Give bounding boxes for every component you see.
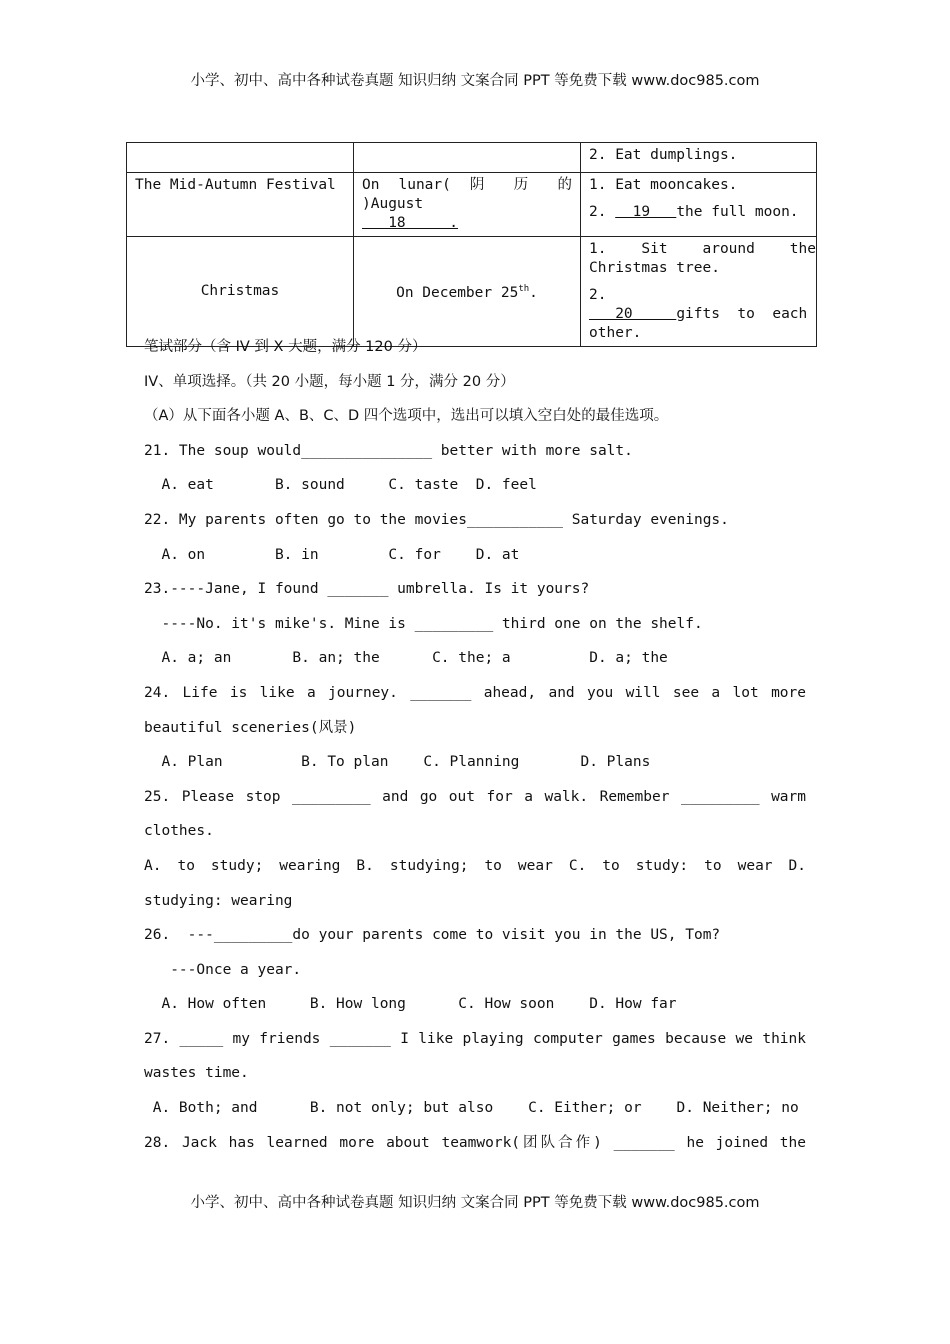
festival-table bbox=[126, 142, 817, 347]
page-footer-banner: 小学、初中、高中各种试卷真题 知识归纳 文案合同 PPT 等免费下载 www.doc985.com bbox=[190, 1195, 760, 1211]
festival-activities-cell bbox=[581, 173, 817, 237]
table-cell bbox=[354, 143, 581, 173]
table-row bbox=[127, 143, 817, 173]
activity-text: other. bbox=[589, 325, 642, 341]
question-21: 21. The soup would_______________ better with more salt. bbox=[144, 442, 633, 459]
date-suffix: th bbox=[518, 284, 530, 295]
activity-text: Christmas tree. bbox=[589, 260, 720, 276]
activity-text: 1. Sit around the bbox=[589, 241, 816, 257]
festival-date-cell bbox=[354, 173, 581, 237]
question-24-cont: beautiful sceneries(风景) bbox=[144, 719, 357, 736]
question-28: 28. Jack has learned more about teamwork(团队合作) _______ he joined the bbox=[144, 1134, 806, 1151]
question-24: 24. Life is like a journey. _______ ahead, and you will see a lot more bbox=[144, 684, 806, 701]
date-text: On December 25 bbox=[396, 284, 519, 301]
options-25: A. to study; wearing B. studying; to wear C. to study: to wear D. bbox=[144, 857, 806, 874]
question-25-cont: clothes. bbox=[144, 823, 214, 840]
exam-content bbox=[144, 330, 806, 1160]
festival-name: The Mid-Autumn Festival bbox=[135, 177, 336, 193]
options-26: A. How often B. How long C. How soon D. How far bbox=[144, 996, 677, 1013]
date-text: On lunar( 阴 历 的 )August bbox=[362, 177, 572, 212]
options-24: A. Plan B. To plan C. Planning D. Plans bbox=[144, 754, 651, 771]
answer-blank-20: 20 bbox=[589, 306, 677, 322]
question-25: 25. Please stop _________ and go out for a walk. Remember _________ warm bbox=[144, 788, 806, 805]
question-27: 27. _____ my friends _______ I like playing computer games because we think bbox=[144, 1030, 806, 1047]
date-end: . bbox=[529, 284, 538, 301]
question-22: 22. My parents often go to the movies___________ Saturday evenings. bbox=[144, 511, 729, 528]
table-cell bbox=[581, 143, 817, 173]
section-heading: 笔试部分（含 IV 到 X 大题，满分 120 分） bbox=[144, 339, 427, 355]
section-heading: IV、单项选择。（共 20 小题，每小题 1 分，满分 20 分） bbox=[144, 373, 515, 390]
question-27-cont: wastes time. bbox=[144, 1065, 249, 1082]
activity-text: gifts to each bbox=[676, 306, 808, 322]
answer-blank-18: 18 . bbox=[362, 215, 459, 231]
question-23: 23.----Jane, I found _______ umbrella. Is it yours? bbox=[144, 581, 590, 598]
activity-text: 1. Eat mooncakes. bbox=[589, 177, 738, 193]
options-27: A. Both; and B. not only; but also C. Either; or D. Neither; no bbox=[144, 1100, 799, 1117]
options-23: A. a; an B. an; the C. the; a D. a; the bbox=[144, 650, 668, 667]
options-25-cont: studying: wearing bbox=[144, 892, 293, 909]
answer-blank-19: 19 bbox=[615, 204, 677, 220]
festival-name-cell bbox=[127, 173, 354, 237]
activity-number: 2. bbox=[589, 287, 607, 303]
options-21: A. eat B. sound C. taste D. feel bbox=[144, 477, 537, 494]
activity-number: 2. bbox=[589, 204, 616, 220]
options-22: A. on B. in C. for D. at bbox=[144, 546, 520, 563]
instruction-text: （A）从下面各小题 A、B、C、D 四个选项中，选出可以填入空白处的最佳选项。 bbox=[144, 408, 669, 425]
table-row bbox=[127, 173, 817, 237]
question-23-reply: ----No. it's mike's. Mine is _________ third one on the shelf. bbox=[144, 615, 703, 632]
question-26-reply: ---Once a year. bbox=[144, 961, 302, 978]
activity-text: 2. Eat dumplings. bbox=[589, 147, 738, 163]
activity-text: the full moon. bbox=[676, 204, 799, 220]
festival-name: Christmas bbox=[200, 283, 280, 299]
table-cell bbox=[127, 143, 354, 173]
page-header-banner: 小学、初中、高中各种试卷真题 知识归纳 文案合同 PPT 等免费下载 www.doc985.com bbox=[190, 73, 760, 89]
question-26: 26. ---_________do your parents come to visit you in the US, Tom? bbox=[144, 927, 721, 944]
